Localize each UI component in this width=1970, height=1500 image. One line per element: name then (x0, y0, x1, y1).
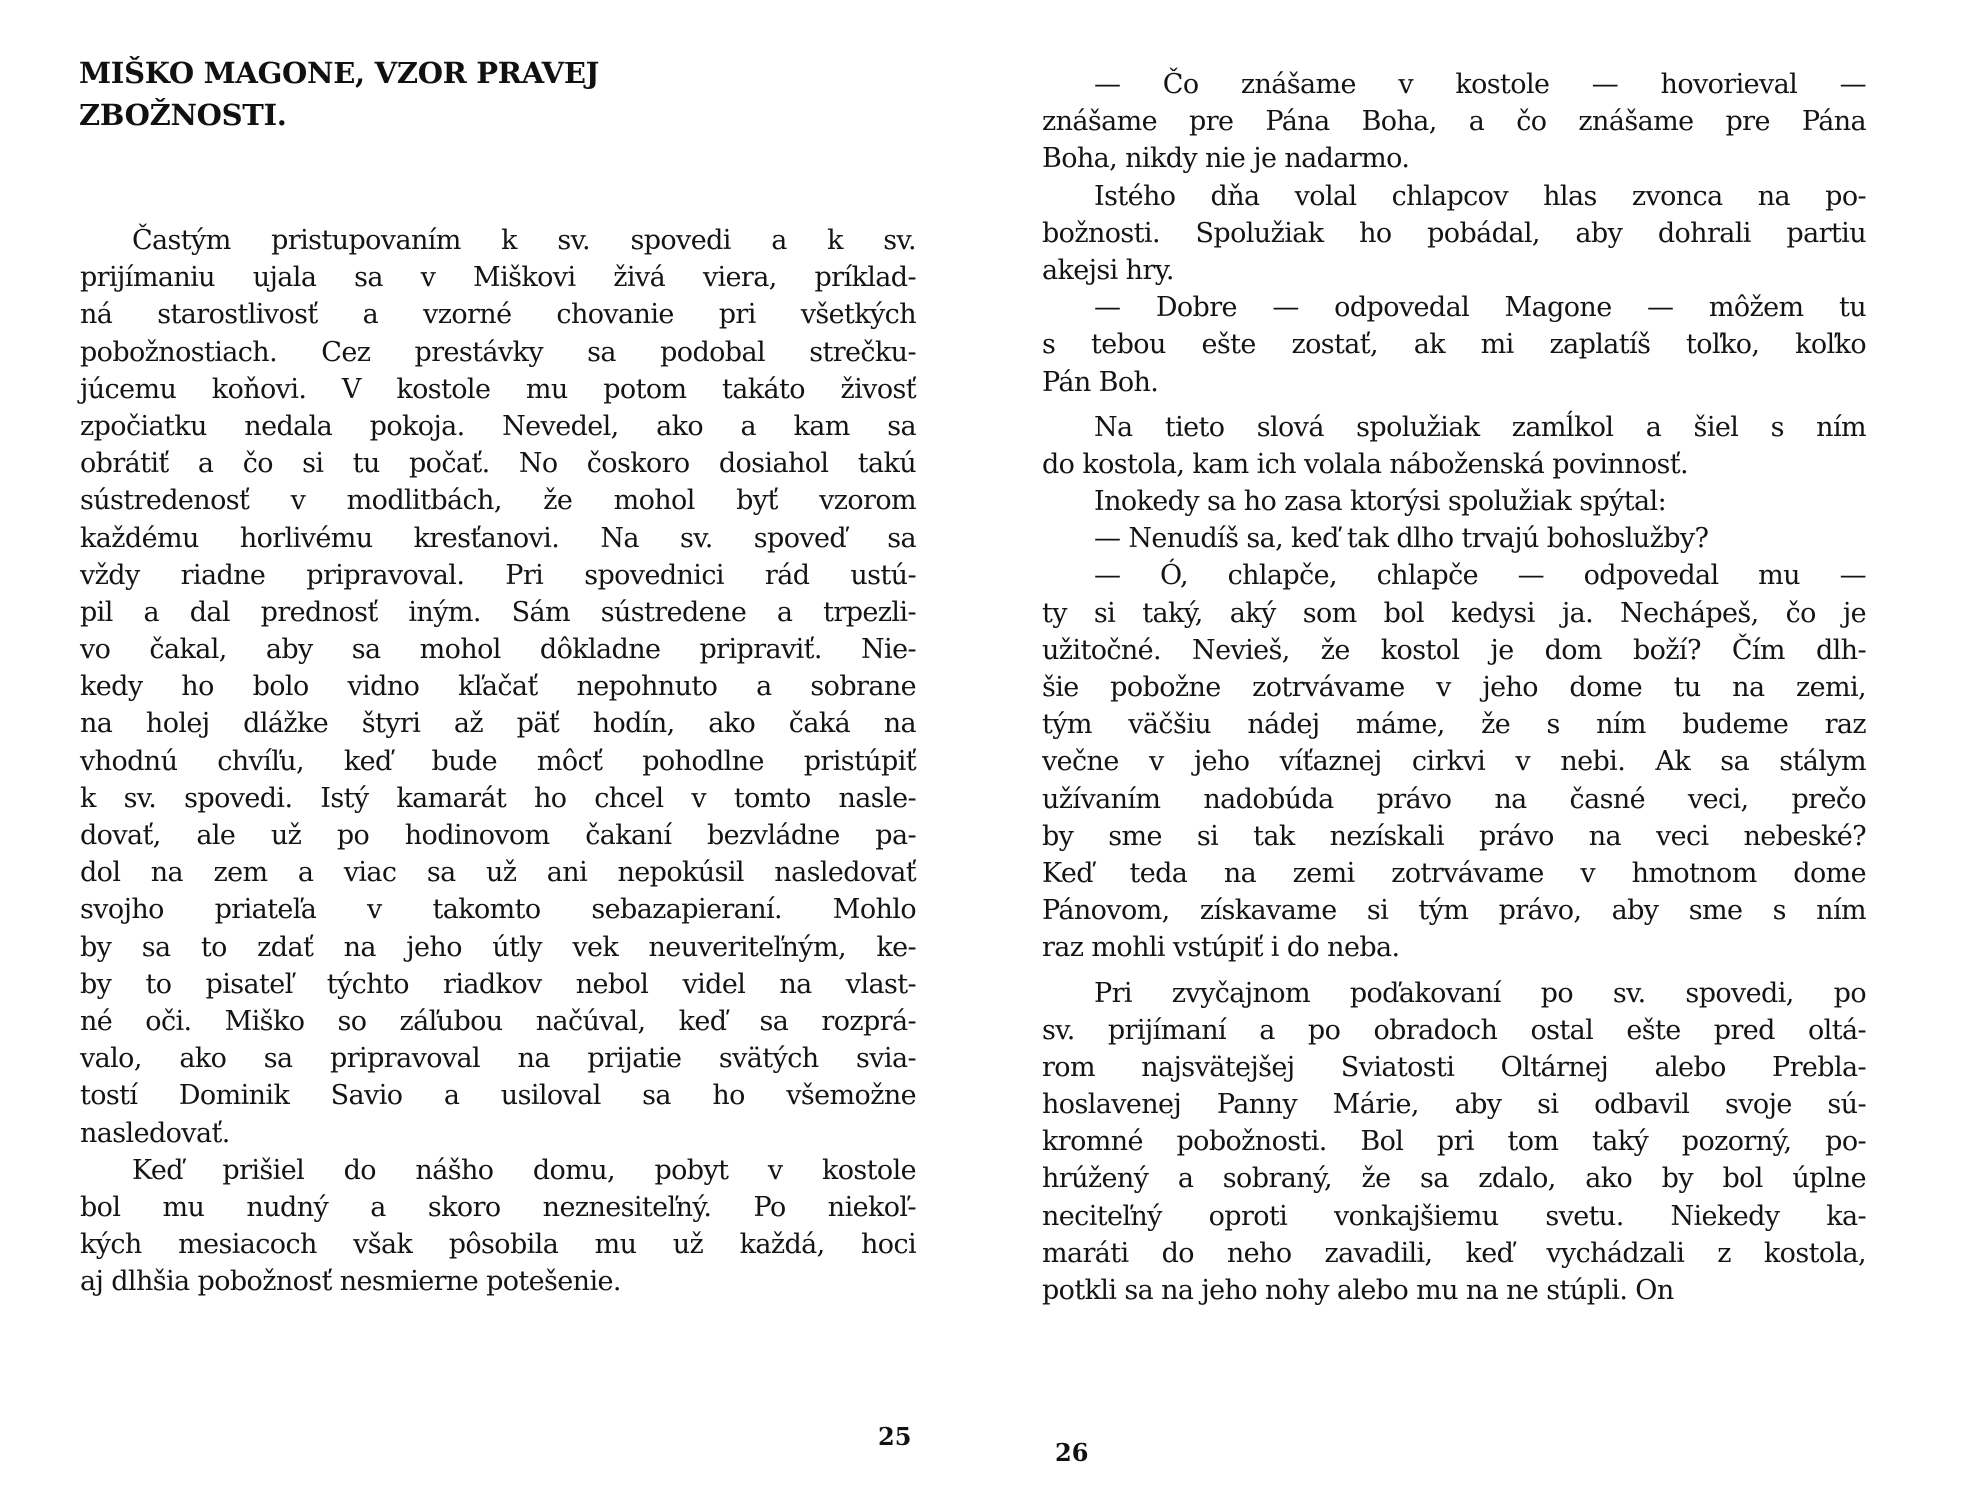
text-line: Pri zvyčajnom poďakovaní po sv. spovedi, po (1094, 977, 1866, 1009)
text-line: ná starostlivosť a vzorné chovanie pri všetkých (80, 299, 916, 331)
text-line: Keď teda na zemi zotrvávame v hmotnom dome (1042, 857, 1866, 889)
paragraph (1042, 483, 1866, 520)
paragraph (1042, 289, 1866, 401)
text-line: večne v jeho víťaznej cirkvi v nebi. Ak sa stálym (1042, 746, 1866, 778)
text-line: svojho priateľa v takomto sebazapieraní. Mohlo (80, 894, 916, 926)
text-line: pobožnostiach. Cez prestávky sa podobal strečku- (80, 336, 916, 368)
text-line: dovať, ale už po hodinovom čakaní bezvládne pa- (80, 820, 916, 851)
text-line: prijímaniu ujala sa v Miškovi živá viera, príklad- (80, 262, 916, 294)
text-line: kromné pobožnosti. Bol pri tom taký pozorný, po- (1042, 1126, 1866, 1158)
page-number: 25 (878, 1422, 912, 1451)
text-line: bol mu nudný a skoro neznesiteľný. Po niekoľ- (80, 1191, 916, 1223)
right-page (985, 0, 1970, 1500)
text-line: Istého dňa volal chlapcov hlas zvonca na po- (1094, 180, 1866, 212)
left-page-body (80, 222, 916, 1300)
text-line: — Nenudíš sa, keď tak dlho trvajú bohoslužby? (1094, 523, 1709, 555)
paragraph (1042, 557, 1866, 966)
text-line: Pánovom, získavame si tým právo, aby sme s ním (1042, 895, 1866, 927)
text-line: ty si taký, aký som bol kedysi ja. Nechápeš, čo je (1042, 597, 1866, 629)
text-line: hoslavenej Panny Márie, aby si odbavil svoje sú- (1042, 1089, 1866, 1121)
text-line: božnosti. Spolužiak ho pobádal, aby dohrali partiu (1042, 217, 1866, 249)
text-line: sústredenosť v modlitbách, že mohol byť vzorom (80, 485, 916, 517)
text-line: — Dobre — odpovedal Magone — môžem tu (1094, 292, 1866, 324)
text-line: aj dlhšia pobožnosť nesmierne potešenie. (80, 1266, 621, 1298)
text-line: Keď prišiel do nášho domu, pobyt v kostole (132, 1154, 916, 1186)
text-line: Častým pristupovaním k sv. spovedi a k sv. (132, 225, 916, 256)
text-line: Pán Boh. (1042, 366, 1159, 398)
text-line: Na tieto slová spolužiak zamĺkol a šiel s ním (1094, 411, 1866, 443)
text-line: tým väčšiu nádej máme, že s ním budeme raz (1042, 709, 1866, 741)
page-number: 26 (1055, 1438, 1089, 1467)
text-line: sv. prijímaní a po obradoch ostal ešte pred oltá- (1042, 1014, 1866, 1046)
text-line: akejsi hry. (1042, 254, 1174, 286)
paragraph (1042, 520, 1866, 557)
text-line: by to pisateľ týchto riadkov nebol videl na vlast- (80, 968, 916, 1000)
text-line: vhodnú chvíľu, keď bude môcť pohodlne pristúpiť (80, 745, 916, 777)
text-line: užívaním nadobúda právo na časné veci, prečo (1042, 783, 1866, 815)
text-line: by sme si tak nezískali právo na veci nebeské? (1042, 820, 1866, 852)
right-page-body (1042, 66, 1866, 1309)
chapter-title-line: ZBOŽNOSTI. (79, 98, 287, 132)
text-line: valo, ako sa pripravoval na prijatie svätých svia- (80, 1043, 916, 1075)
paragraph (80, 222, 916, 1152)
text-line: do kostola, kam ich volala náboženská povinnosť. (1042, 448, 1688, 480)
text-line: né oči. Miško so záľubou načúval, keď sa rozprá- (80, 1005, 916, 1037)
paragraph (1042, 66, 1866, 178)
text-line: dol na zem a viac sa už ani nepokúsil nasledovať (80, 857, 916, 889)
text-line: — Ó, chlapče, chlapče — odpovedal mu — (1094, 560, 1866, 592)
paragraph-gap (1042, 401, 1866, 409)
text-line: Boha, nikdy nie je nadarmo. (1042, 143, 1410, 175)
text-line: pil a dal prednosť iným. Sám sústredene a trpezli- (80, 596, 916, 628)
chapter-title-line: MIŠKO MAGONE, VZOR PRAVEJ (79, 56, 600, 90)
text-line: nasledovať. (80, 1117, 230, 1149)
paragraph-gap (1042, 967, 1866, 975)
text-line: — Čo znášame v kostole — hovorieval — (1094, 69, 1866, 100)
text-line: raz mohli vstúpiť i do neba. (1042, 932, 1400, 964)
text-line: neciteľný oproti vonkajšiemu svetu. Niekedy ka- (1042, 1200, 1866, 1232)
paragraph (1042, 178, 1866, 290)
text-line: kých mesiacoch však pôsobila mu už každá, hoci (80, 1229, 916, 1261)
text-line: vo čakal, aby sa mohol dôkladne pripraviť. Nie- (80, 634, 916, 666)
paragraph (1042, 409, 1866, 483)
text-line: každému horlivému kresťanovi. Na sv. spoveď sa (80, 522, 916, 554)
text-line: potkli sa na jeho nohy alebo mu na ne stúpli. On (1042, 1275, 1674, 1306)
text-line: zpočiatku nedala pokoja. Nevedel, ako a kam sa (80, 410, 916, 442)
text-line: znášame pre Pána Boha, a čo znášame pre Pána (1042, 106, 1866, 138)
text-line: by sa to zdať na jeho útly vek neuveriteľným, ke- (80, 931, 916, 963)
text-line: Inokedy sa ho zasa ktorýsi spolužiak spýtal: (1094, 486, 1667, 518)
text-line: obrátiť a čo si tu počať. No čoskoro dosiahol takú (80, 448, 916, 480)
text-line: vždy riadne pripravoval. Pri spovednici rád ustú- (80, 559, 916, 591)
text-line: hrúžený a sobraný, že sa zdalo, ako by bol úplne (1042, 1163, 1866, 1195)
text-line: k sv. spovedi. Istý kamarát ho chcel v tomto nasle- (80, 782, 916, 814)
paragraph (1042, 975, 1866, 1310)
text-line: na holej dlážke štyri až päť hodín, ako čaká na (80, 708, 916, 740)
chapter-title (79, 52, 739, 136)
text-line: júcemu koňovi. V kostole mu potom takáto živosť (80, 373, 916, 405)
text-line: šie pobožne zotrvávame v jeho dome tu na zemi, (1042, 672, 1866, 703)
text-line: tostí Dominik Savio a usiloval sa ho všemožne (80, 1080, 916, 1112)
text-line: užitočné. Nevieš, že kostol je dom boží? Čím dlh- (1042, 634, 1866, 666)
text-line: maráti do neho zavadili, keď vychádzali z kostola, (1042, 1237, 1866, 1269)
text-line: s tebou ešte zostať, ak mi zaplatíš toľko, koľko (1042, 329, 1866, 361)
paragraph (80, 1152, 916, 1301)
text-line: kedy ho bolo vidno kľačať nepohnuto a sobrane (80, 671, 916, 703)
text-line: rom najsvätejšej Sviatosti Oltárnej alebo Prebla- (1042, 1051, 1866, 1083)
